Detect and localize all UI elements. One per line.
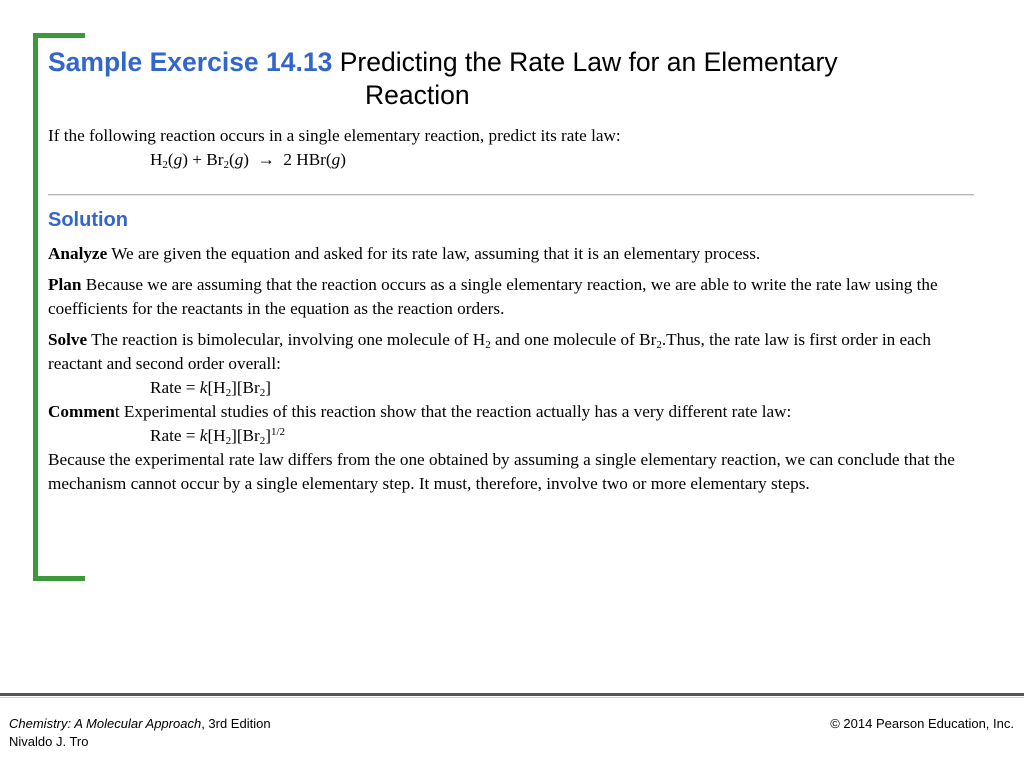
title-text-line2: Reaction	[365, 80, 470, 110]
comment-text: Experimental studies of this reaction show that the reaction actually has a very different rate law:	[123, 402, 792, 421]
rate-law-experimental: Rate = $k[H_2][Br_2]^{1/2}$	[150, 426, 286, 447]
rate-law-elementary: Rate = $k[H_2][Br_2]$	[150, 378, 271, 399]
section-divider	[48, 194, 974, 196]
copyright-notice: © 2014 Pearson Education, Inc.	[830, 716, 1014, 731]
problem-statement-text: If the following reaction occurs in a single elementary reaction, predict its rate law:	[48, 126, 621, 145]
solve-label: Solve	[48, 330, 88, 349]
exercise-label: Sample Exercise 14.13	[48, 47, 333, 77]
plan-text: Because we are assuming that the reaction occurs as a single elementary reaction, we are able to write the rate law using the coefficients for the reactants in the equation as the reaction orders.	[48, 275, 938, 318]
footer-citation	[9, 715, 271, 751]
footer-rule-light	[0, 697, 1024, 698]
conclusion-paragraph: Because the experimental rate law differs from the one obtained by assuming a single elementary reaction, we can conclude that the mechanism cannot occur by a single elementary step. It must, therefore, involve two or more elementary steps.	[48, 450, 955, 493]
problem-equation: $H_2(g) + Br_2(g) \to 2$ HBr(g)	[150, 150, 346, 171]
slide-bracket-vertical	[33, 33, 38, 581]
title-text-line1: Predicting the Rate Law for an Elementary	[339, 47, 838, 77]
plan-label: Plan	[48, 275, 82, 294]
footer-rule	[0, 693, 1024, 696]
analyze-text: We are given the equation and asked for its rate law, assuming that it is an elementary process.	[111, 244, 761, 263]
solve-paragraph: Solve The reaction is bimolecular, involving one molecule of $H_2$ and one molecule of $Br_2.Thus$, the rate law is first order in each reactant and second order overall:	[48, 330, 931, 373]
solution-heading: Solution	[48, 209, 128, 231]
comment-paragraph: Comment Experimental studies of this reaction show that the reaction actually has a very different rate law:	[48, 402, 792, 421]
analyze-label: Analyze	[48, 244, 108, 263]
slide-bracket-bottom	[33, 576, 85, 581]
comment-label: Commen	[48, 402, 115, 421]
slide-bracket-top	[33, 33, 85, 38]
problem-statement	[48, 124, 978, 148]
analyze-paragraph	[48, 242, 978, 266]
plan-paragraph	[48, 273, 948, 321]
book-edition: , 3rd Edition	[201, 716, 271, 731]
book-author: Nivaldo J. Tro	[9, 734, 89, 749]
book-title: Chemistry: A Molecular Approach	[9, 716, 202, 731]
slide-title	[48, 46, 948, 112]
